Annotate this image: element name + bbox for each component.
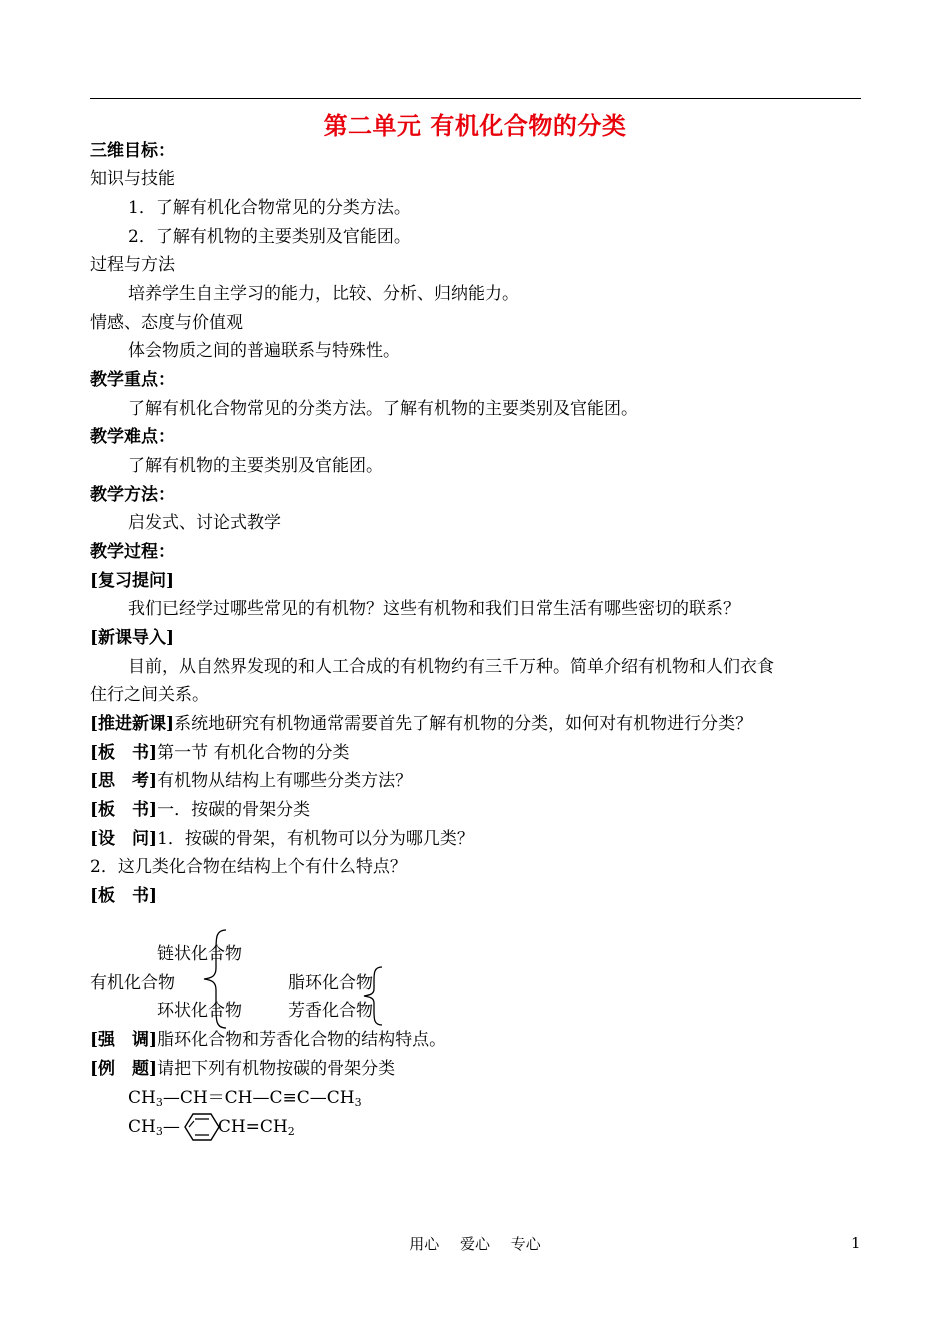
subheading: 知识与技能: [90, 169, 175, 189]
paragraph: 2．了解有机物的主要类别及官能团。: [128, 227, 411, 247]
line-text: 脂环化合物和芳香化合物的结构特点。: [157, 1030, 447, 1050]
paragraph: 了解有机化合物常见的分类方法。了解有机物的主要类别及官能团。: [128, 399, 638, 419]
formula-part: CH=CH: [217, 1117, 288, 1137]
line-text: 请把下列有机物按碳的骨架分类: [157, 1059, 396, 1079]
page-title: 第二单元 有机化合物的分类: [323, 111, 627, 140]
section-heading: 教学重点：: [90, 370, 175, 390]
formula-subscript: 2: [287, 1125, 295, 1138]
section-heading: 教学难点：: [90, 427, 175, 447]
paragraph: 目前，从自然界发现的和人工合成的有机物约有三千万种。简单介绍有机物和人们衣食: [128, 657, 774, 677]
diagram-chain: 链状化合物: [157, 944, 242, 964]
line-text: 系统地研究有机物通常需要首先了解有机物的分类，如何对有机物进行分类？: [174, 714, 753, 734]
section-heading: 教学过程：: [90, 542, 175, 562]
brace-left: [200, 928, 230, 1030]
formula-part: CH: [128, 1088, 156, 1108]
line-text: 1．按碳的骨架，有机物可以分为哪几类？: [157, 829, 474, 849]
labeled-line: [90, 1058, 395, 1080]
labeled-line: [90, 1029, 446, 1051]
labeled-line: [90, 799, 310, 821]
labeled-line: [90, 742, 350, 764]
section-heading: [新课导入]: [90, 628, 175, 648]
line-text: 第一节 有机化合物的分类: [157, 743, 350, 763]
line-label: [推进新课]: [90, 714, 175, 734]
line-label: [思 考]: [90, 771, 158, 791]
line-text: 有机物从结构上有哪些分类方法？: [157, 771, 413, 791]
paragraph: 启发式、讨论式教学: [128, 513, 281, 533]
diagram-root: 有机化合物: [90, 973, 175, 993]
paragraph: 2．这几类化合物在结构上个有什么特点？: [90, 857, 407, 877]
line-label: [强 调]: [90, 1030, 158, 1050]
paragraph: 我们已经学过哪些常见的有机物？这些有机物和我们日常生活有哪些密切的联系？: [128, 599, 740, 619]
brace-right: [360, 965, 386, 1027]
paragraph: 1．了解有机化合物常见的分类方法。: [128, 198, 411, 218]
line-label: [板 书]: [90, 743, 158, 763]
paragraph: 住行之间关系。: [90, 685, 209, 705]
line-label: [例 题]: [90, 1059, 158, 1079]
header-rule: [90, 98, 861, 99]
formula-part: CH: [128, 1117, 156, 1137]
line-text: 一．按碳的骨架分类: [157, 800, 311, 820]
formula-subscript: 3: [155, 1096, 163, 1109]
formula-1: [128, 1087, 362, 1114]
benzene-ring-icon: [182, 1112, 222, 1142]
section-heading: [复习提问]: [90, 571, 175, 591]
subheading: 过程与方法: [90, 255, 175, 275]
footer-text: 用心 爱心 专心: [409, 1235, 541, 1253]
diagram-alicyclic: 脂环化合物: [288, 973, 373, 993]
formula-subscript: 3: [354, 1096, 362, 1109]
page-number: 1: [851, 1234, 861, 1252]
labeled-line: [90, 713, 752, 735]
formula-part: —CH＝CH—C≡C—CH: [162, 1088, 355, 1108]
line-label: [板 书]: [90, 886, 158, 906]
paragraph: 体会物质之间的普遍联系与特殊性。: [128, 341, 400, 361]
formula-subscript: 3: [155, 1125, 163, 1138]
formula-part: —: [162, 1117, 180, 1137]
diagram-ring: 环状化合物: [157, 1001, 242, 1021]
subheading: 情感、态度与价值观: [90, 313, 243, 333]
section-heading: 三维目标：: [90, 141, 175, 161]
line-label: [设 问]: [90, 829, 158, 849]
line-label: [板 书]: [90, 800, 158, 820]
diagram-aromatic: 芳香化合物: [288, 1001, 373, 1021]
paragraph: 培养学生自主学习的能力，比较、分析、归纳能力。: [128, 284, 519, 304]
labeled-line: [90, 828, 474, 850]
labeled-line: [90, 770, 412, 792]
section-heading: 教学方法：: [90, 485, 175, 505]
paragraph: 了解有机物的主要类别及官能团。: [128, 456, 383, 476]
